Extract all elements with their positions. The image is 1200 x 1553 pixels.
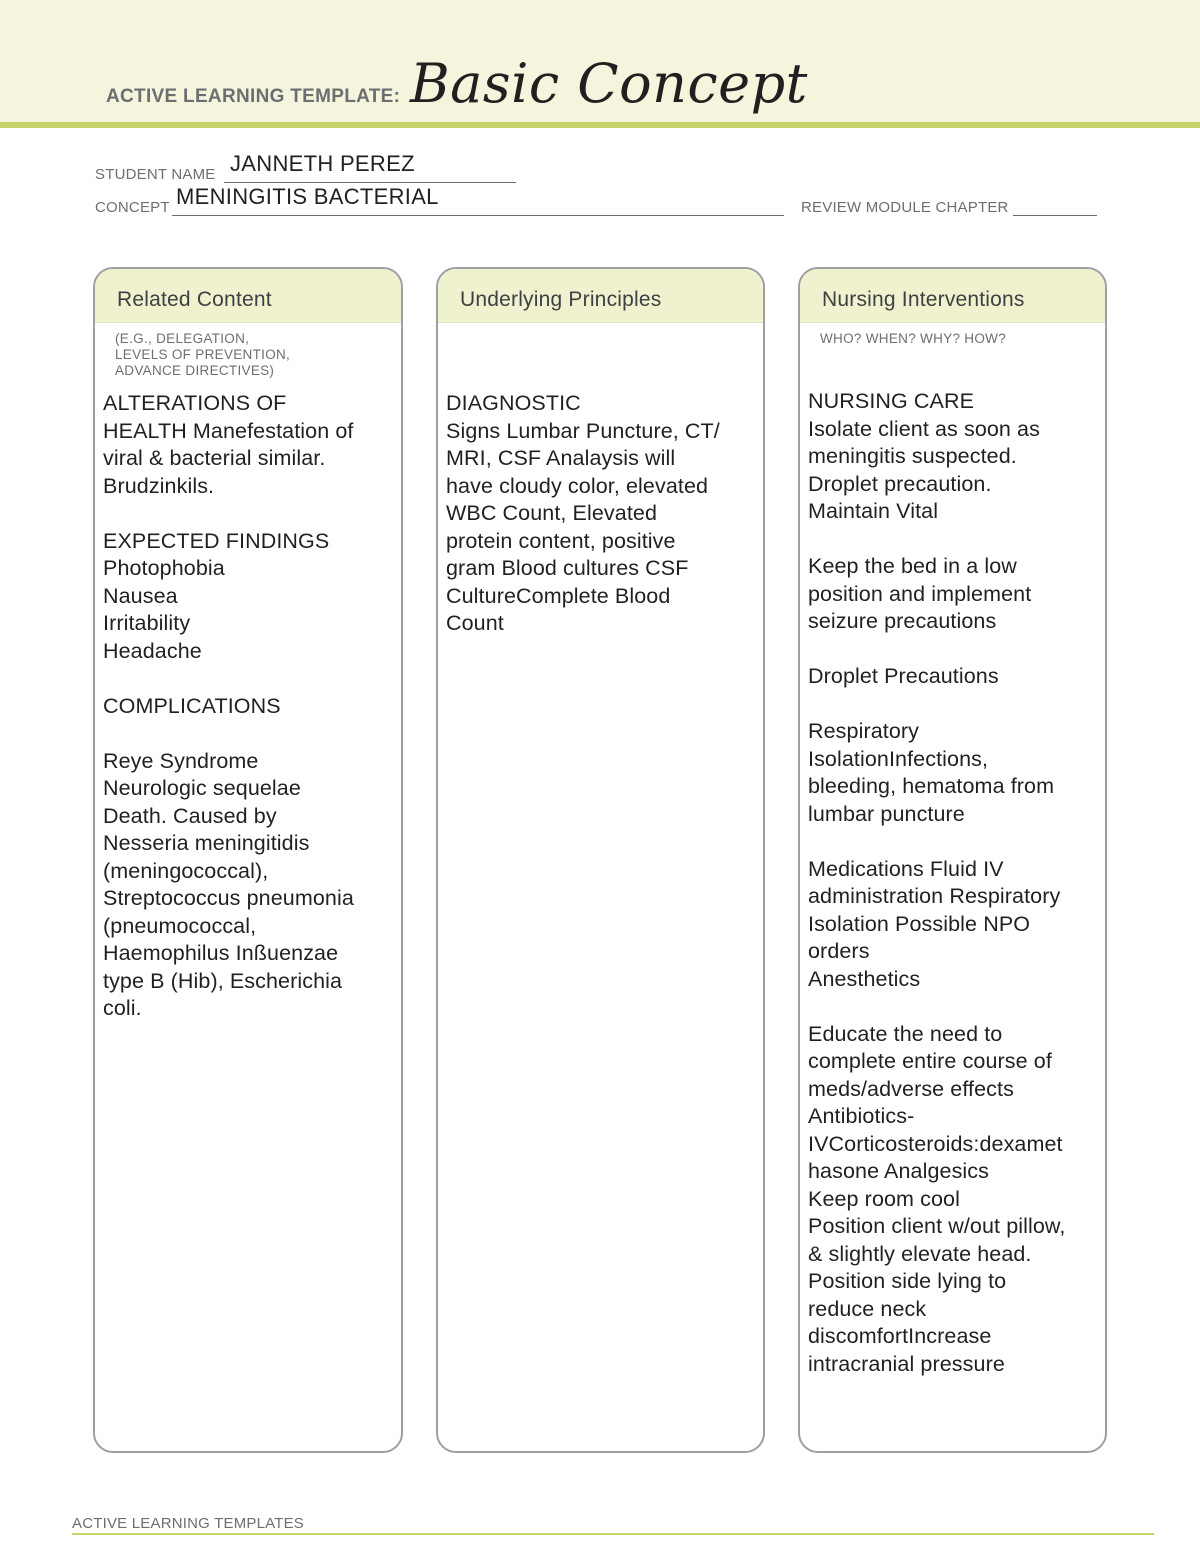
student-name-value[interactable]: JANNETH PEREZ bbox=[230, 151, 415, 176]
underlying-principles-title: Underlying Principles bbox=[460, 288, 662, 311]
header-rule bbox=[0, 122, 1200, 128]
related-content-card bbox=[93, 267, 403, 1453]
nursing-interventions-subtitle: WHO? WHEN? WHY? HOW? bbox=[820, 331, 1007, 346]
review-module-line[interactable] bbox=[1013, 215, 1097, 216]
complications-heading: COMPLICATIONS bbox=[103, 693, 281, 718]
diagnostic-text: DIAGNOSTIC Signs Lumbar Puncture, CT/ MRI, CSF Analaysis will have cloudy color, elevated WBC Count, Elevated protein content, positive gram Blood cultures CSF CultureComplete Blood Count bbox=[446, 391, 720, 635]
droplet-precautions-text: Droplet Precautions bbox=[808, 664, 999, 688]
concept-value[interactable]: MENINGITIS BACTERIAL bbox=[176, 184, 439, 209]
seizure-precautions-text: Keep the bed in a low position and implement seizure precautions bbox=[808, 554, 1032, 633]
underlying-principles-header bbox=[438, 269, 763, 323]
underlying-principles-card bbox=[436, 267, 765, 1453]
student-name-line bbox=[224, 182, 516, 183]
respiratory-isolation-text: Respiratory IsolationInfections, bleeding, hematoma from lumbar puncture bbox=[808, 719, 1055, 826]
concept-label: CONCEPT bbox=[95, 199, 170, 216]
nursing-interventions-title: Nursing Interventions bbox=[822, 288, 1025, 311]
page-title: Basic Concept bbox=[410, 52, 808, 115]
nursing-interventions-header bbox=[800, 269, 1105, 323]
complications-text: Reye Syndrome Neurologic sequelae Death. Caused by Nesseria meningitidis (meningococcal), Streptococcus pneumonia (pneumococcal, Haemophilus Inßuenzae type B (Hib), Escherichia coli. bbox=[103, 748, 354, 1020]
related-content-title: Related Content bbox=[117, 288, 272, 311]
footer-label: ACTIVE LEARNING TEMPLATES bbox=[72, 1515, 304, 1532]
related-content-header bbox=[95, 269, 401, 323]
template-label: ACTIVE LEARNING TEMPLATE: bbox=[106, 86, 401, 107]
underlying-principles-body[interactable] bbox=[446, 390, 757, 638]
expected-findings-text: EXPECTED FINDINGS Photophobia Nausea Irritability Headache bbox=[103, 528, 330, 663]
medications-text: Medications Fluid IV administration Respiratory Isolation Possible NPO orders Anesthetics bbox=[808, 856, 1061, 991]
nursing-interventions-body[interactable] bbox=[808, 388, 1099, 1378]
related-content-body[interactable] bbox=[103, 390, 395, 1023]
nursing-care-text: NURSING CARE Isolate client as soon as meningitis suspected. Droplet precaution. Maintain Vital bbox=[808, 389, 1040, 523]
footer-rule bbox=[72, 1533, 1154, 1535]
student-name-label: STUDENT NAME bbox=[95, 166, 216, 183]
nursing-interventions-card bbox=[798, 267, 1107, 1453]
review-module-label: REVIEW MODULE CHAPTER bbox=[801, 199, 1009, 216]
alterations-of-health-text: ALTERATIONS OF HEALTH Manefestation of viral & bacterial similar. Brudzinkils. bbox=[103, 391, 354, 498]
education-text: Educate the need to complete entire course of meds/adverse effects Antibiotics- IVCorticosteroids:dexamet hasone Analgesics Keep room cool Position client w/out pillow, & slightly elevate head. Position side lying to reduce neck discomfortIncrease intracranial pressure bbox=[808, 1021, 1066, 1376]
related-content-subtitle: (E.G., DELEGATION, LEVELS OF PREVENTION, ADVANCE DIRECTIVES) bbox=[115, 331, 291, 378]
concept-line bbox=[172, 215, 784, 216]
